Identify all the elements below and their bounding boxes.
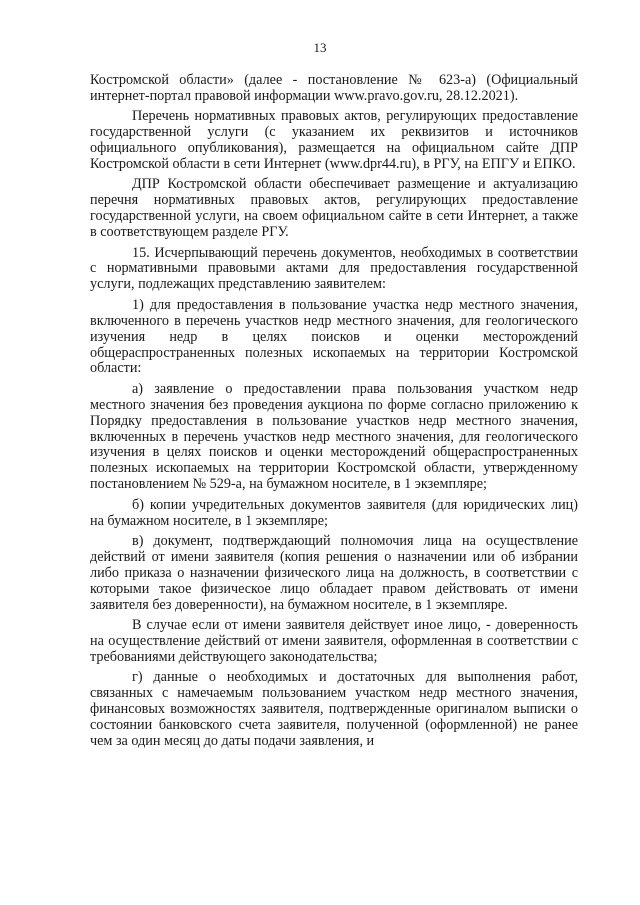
paragraph: ДПР Костромской области обеспечивает размещение и актуализацию перечня нормативных правовых актов, регулирующих предоставление государственной услуги, на своем официальном сайте в сети Интернет, а также в соответствующем разделе РГУ. xyxy=(90,176,578,241)
paragraph: Костромской области» (далее - постановление № 623-а) (Официальный интернет-портал правовой информации www.pravo.gov.ru, 28.12.2021). xyxy=(90,72,578,104)
paragraph: а) заявление о предоставлении права пользования участком недр местного значения без проведения аукциона по форме согласно приложению к Порядку предоставления в пользование участков недр местного значения, включенных в перечень участков недр местного значения, для геологического изучения в целях поисков и оценки месторождений общераспространенных полезных ископаемых на территории Костромской области, утвержденному постановлением № 529-а, на бумажном носителе, в 1 экземпляре; xyxy=(90,380,578,493)
paragraph: Перечень нормативных правовых актов, регулирующих предоставление государственной услуги (с указанием их реквизитов и источников официального опубликования), размещается на официальном сайте ДПР Костромской области в сети Интернет (www.dpr44.ru), в РГУ, на ЕПГУ и ЕПКО. xyxy=(90,108,578,173)
paragraph: б) копии учредительных документов заявителя (для юридических лиц) на бумажном носителе, в 1 экземпляре; xyxy=(90,496,578,529)
paragraph: В случае если от имени заявителя действует иное лицо, - доверенность на осуществление действий от имени заявителя, оформленная в соответствии с требованиями действующего законодательства; xyxy=(90,617,578,665)
page-number: 13 xyxy=(313,40,327,55)
paragraph: в) документ, подтверждающий полномочия лица на осуществление действий от имени заявителя (копия решения о назначении или об избрании либо приказа о назначении физического лица на должность, в соответствии с которыми такое физическое лицо обладает правом действовать от имени заявителя без доверенности), на бумажном носителе, в 1 экземпляре. xyxy=(90,532,578,613)
paragraph: 1) для предоставления в пользование участка недр местного значения, включенного в перечень участков недр местного значения, для геологического изучения недр в целях поисков и оценки месторождений общераспространенных полезных ископаемых на территории Костромской области: xyxy=(90,296,578,377)
paragraph: 15. Исчерпывающий перечень документов, необходимых в соответствии с нормативными правовыми актами для предоставления государственной услуги, подлежащих представлению заявителем: xyxy=(90,244,578,293)
document-body xyxy=(90,73,578,754)
paragraph: г) данные о необходимых и достаточных для выполнения работ, связанных с намечаемым пользованием участком недр местного значения, финансовых возможностях заявителя, подтвержденные оригиналом выписки о состоянии банковского счета заявителя, полученной (оформленной) не ранее чем за один месяц до даты подачи заявления, и xyxy=(90,669,578,749)
